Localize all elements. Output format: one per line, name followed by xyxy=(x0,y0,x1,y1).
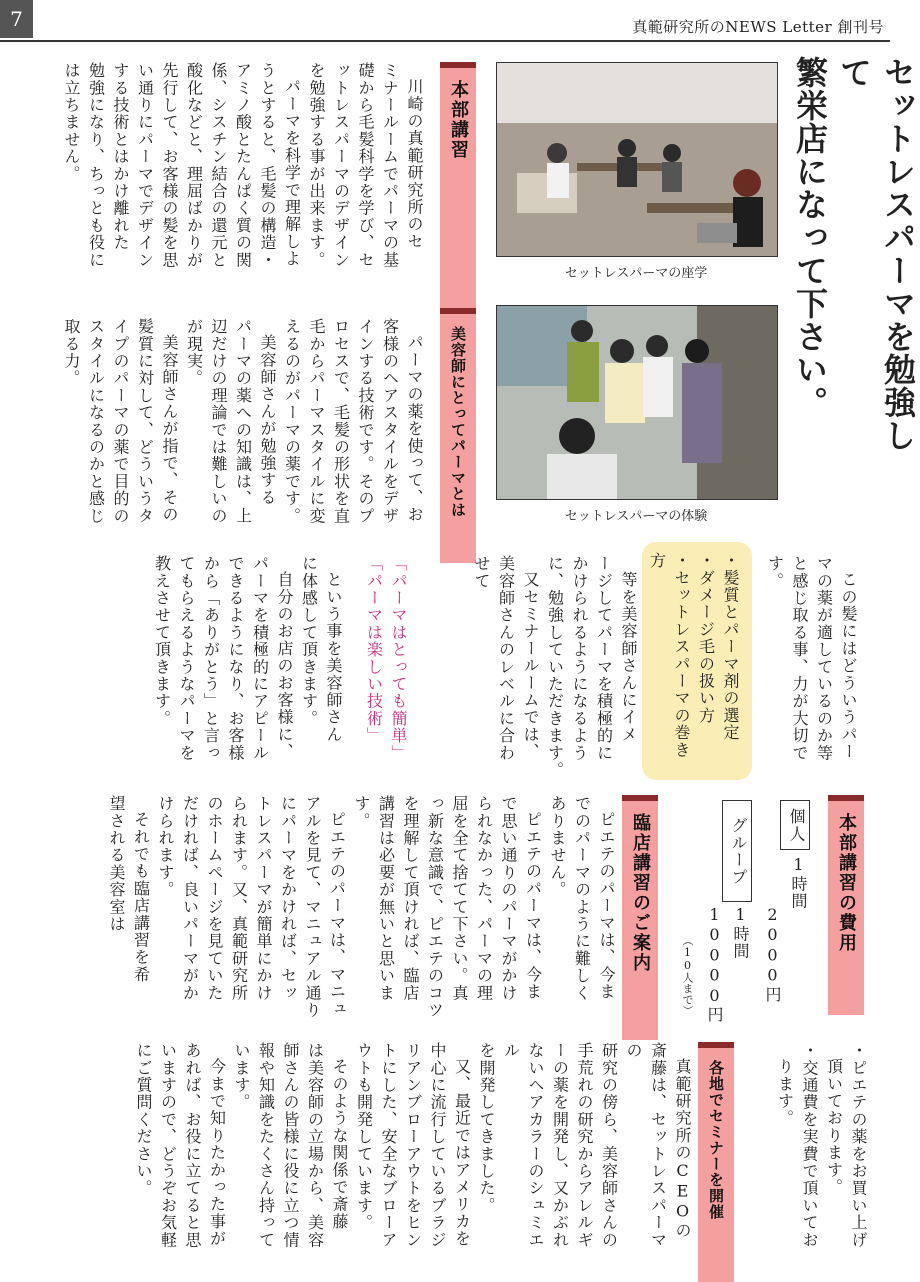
note-line: ・交通費を実費で頂いてお xyxy=(800,1042,819,1249)
bullet-item: ・セットレスパーマの巻き方 xyxy=(647,552,691,759)
rinten-line: を理解して頂ければ、臨店 xyxy=(401,795,420,1002)
left-mid-line: 教えさせて頂きます。 xyxy=(152,555,172,727)
kakuchi-line: 又、最近ではアメリカを xyxy=(452,1058,472,1248)
right-mid-line-b: 美容師さんのレベルに合わ xyxy=(496,555,516,762)
group-price: 10000円 xyxy=(705,905,724,1024)
kakuchi-line: そのような関係で斎藤 xyxy=(330,1058,349,1230)
honbu-line: 係、シスチン結合の還元と xyxy=(209,62,228,269)
classroom-photo xyxy=(496,62,778,257)
group-time: 1時間 xyxy=(731,905,750,960)
kojin-time: 1時間 xyxy=(789,855,808,910)
kakuchi-line: トにした、安全なブローア xyxy=(379,1042,398,1249)
right-mid-line-b: 等を美容師さんにイメ xyxy=(619,571,638,743)
group-note: （10人まで） xyxy=(681,935,694,1016)
right-mid-line: マの薬が適しているのか等 xyxy=(814,555,834,762)
rinten-line: それでも臨店講習を希 xyxy=(131,811,151,983)
bullet-box xyxy=(642,542,752,780)
kakuchi-line: リアンブローアウトをヒン xyxy=(403,1042,423,1249)
rinten-line: ピエテのパーマは、今ま xyxy=(523,811,543,1001)
kakuchi-line: いますので、どうぞお気軽 xyxy=(158,1042,178,1249)
bullet-item: ・ダメージ毛の扱い方 xyxy=(696,552,716,724)
honbu-line: は立ちません。 xyxy=(62,62,81,183)
right-mid-line: と感じ取る事、力が大切で xyxy=(790,555,809,762)
biyoshi-line: イプのパーマの薬で目的の xyxy=(111,318,130,525)
honbu-line: を勉強する事が出来ます。 xyxy=(307,62,326,269)
honbu-line: うとすると、毛髪の構造・ xyxy=(258,62,277,269)
headline-line-1: セットレスパーマを勉強して xyxy=(835,56,917,452)
rinten-line: られます。又、真範研究所 xyxy=(229,795,249,1002)
section-heading-hiyou: 本部講習の費用 xyxy=(828,795,864,1015)
right-mid-text-b xyxy=(440,555,640,785)
right-mid-line-b: 又セミナールームでは、 xyxy=(521,571,540,761)
honbu-line: 酸化などと、理屈ばかりが xyxy=(184,62,204,269)
section-heading-biyoshi: 美容師にとってパーマとは xyxy=(440,308,476,563)
biyoshi-line: 髪質に対して、どういうタ xyxy=(135,318,155,525)
headline-line-2: 繁栄店になって下さい。 xyxy=(791,56,829,419)
headline xyxy=(788,56,920,476)
honbu-line: 礎から毛髪科学を学び、セ xyxy=(356,62,375,269)
rinten-line: で思い通りのパーマがかけ xyxy=(499,795,518,1002)
section-heading-honbu: 本部講習 xyxy=(440,62,476,317)
rinten-line: 望される美容室は xyxy=(107,795,126,933)
biyoshi-line: パーマの薬への知識は、上 xyxy=(233,318,253,525)
left-mid-line: てもらえるようなパーマを xyxy=(177,555,196,762)
biyoshi-body xyxy=(6,318,426,553)
rinten-line: っ新な意識で、ピエテのコツ xyxy=(425,795,445,1019)
bullet-item: ・髪質とパーマ剤の選定 xyxy=(721,552,740,742)
rinten-line: アルを見て、マニュアル通り xyxy=(303,795,322,1019)
pink-quotes xyxy=(350,555,410,785)
note-line: ・ピエテの薬をお買い上げ xyxy=(849,1042,868,1249)
quote-fun: 「パーマは楽しい技術」 xyxy=(364,555,384,745)
kakuchi-line: 報や知識をたくさん持って xyxy=(256,1042,276,1249)
right-mid-line-b: ージしてパーマを積極的に xyxy=(594,555,614,762)
demo-photo-caption: セットレスパーマの体験 xyxy=(564,509,708,524)
left-mid-line: という事を美容師さん xyxy=(324,571,343,743)
rinten-line: トレスパーマが簡単にかけ xyxy=(254,795,273,1002)
rinten-line: ピエテのパーマは、今ま xyxy=(597,811,616,1001)
kakuchi-line: ないヘアカラーのシュミエル xyxy=(501,1042,545,1249)
kakuchi-line: にご質問ください。 xyxy=(134,1042,153,1197)
biyoshi-line: 美容師さんが指で、その xyxy=(160,334,179,524)
left-mid-line: に体感して頂きます。 xyxy=(299,555,319,727)
honbu-line: パーマを科学で理解しよ xyxy=(282,78,302,268)
left-mid-line: できるようになり、お客様 xyxy=(226,555,245,762)
note-line: 頂いております。 xyxy=(824,1058,844,1196)
honbu-line: アミノ酸とたんぱく質の関 xyxy=(233,62,253,269)
group-label-box: グループ xyxy=(722,800,752,902)
left-mid-line: 自分のお店のお客様に、 xyxy=(275,571,294,761)
kakuchi-line: 師さんの皆様に役に立つ情 xyxy=(281,1042,300,1249)
kakuchi-line: あれば、お役に立てると思 xyxy=(183,1042,202,1249)
kakuchi-line: ーの薬を開発し、又かぶれ xyxy=(550,1042,570,1249)
biyoshi-line: スタイルになるのかと感じ xyxy=(86,318,106,525)
biyoshi-line: 毛からパーマスタイルに変 xyxy=(307,318,326,525)
kakuchi-line: ウトも開発しています。 xyxy=(354,1042,374,1232)
kakuchi-line: は美容師の立場から、美容 xyxy=(305,1042,325,1249)
honbu-line: ットレスパーマのデザイン xyxy=(331,62,351,269)
header-rule xyxy=(0,40,890,42)
bottom-right-notes xyxy=(760,1042,870,1264)
section-heading-kakuchi: 各地でセミナーを開催 xyxy=(698,1042,734,1282)
right-mid-line-b: せて xyxy=(472,555,491,590)
demo-photo-image xyxy=(497,306,777,499)
quote-easy: 「パーマはとっても簡単」 xyxy=(389,555,408,762)
honbu-line: ミナールームでパーマの基 xyxy=(380,62,400,269)
newsletter-header: 真範研究所のNEWS Letter 創刊号 xyxy=(632,18,884,36)
kakuchi-line: います。 xyxy=(232,1042,251,1111)
biyoshi-line: インする技術です。そのプ xyxy=(356,318,375,525)
rinten-line: のホームページを見ていた xyxy=(205,795,224,1002)
note-line: ります。 xyxy=(775,1058,795,1127)
biyoshi-line: 客様のヘアスタイルをデザ xyxy=(380,318,400,525)
honbu-line: する技術とはかけ離れた xyxy=(111,62,130,252)
left-mid-line: パーマを積極的にアピール xyxy=(250,555,270,762)
rinten-line: ピエテのパーマは、マニュ xyxy=(327,811,347,1018)
rinten-line: す。 xyxy=(352,795,371,830)
biyoshi-line: パーマの薬を使って、お xyxy=(405,334,424,524)
kojin-price: 2000円 xyxy=(763,905,782,1003)
rinten-body xyxy=(6,795,618,1030)
biyoshi-line: 辺だけの理論では難しいの xyxy=(209,318,228,525)
left-mid-line: から「ありがとう」と言っ xyxy=(201,555,221,762)
left-mid-text xyxy=(90,555,345,785)
kakuchi-line: 今まで知りたかった事が xyxy=(207,1058,227,1248)
rinten-line: けられます。 xyxy=(156,795,175,899)
kakuchi-line: 斎藤は、セットレスパーマの xyxy=(624,1042,668,1249)
kakuchi-line: 手荒れの研究からアレルギ xyxy=(575,1042,594,1249)
kakuchi-line: 中心に流行しているブラジ xyxy=(428,1042,447,1249)
biyoshi-line: が現実。 xyxy=(184,318,204,387)
rinten-line: 講習は必要が無いと思いま xyxy=(376,795,396,1002)
biyoshi-line: えるのがパーマの薬です。 xyxy=(282,318,302,525)
bullet-list xyxy=(647,552,742,772)
kakuchi-line: を開発してきました。 xyxy=(477,1042,496,1214)
kojin-label-box: 個人 xyxy=(780,800,810,850)
kakuchi-line: 研究の傍ら、美容師さんの xyxy=(599,1042,619,1249)
honbu-line: い通りにパーマでデザイン xyxy=(135,62,155,269)
demo-photo xyxy=(496,305,778,500)
honbu-line: 勉強になり、ちっとも役に xyxy=(86,62,106,269)
honbu-body xyxy=(6,62,426,332)
honbu-line: 先行して、お客様の髪を思 xyxy=(160,62,179,269)
rinten-line: だければ、良いパーマがか xyxy=(180,795,200,1002)
rinten-line: られなかった、パーマの理 xyxy=(474,795,494,1002)
honbu-line: 川崎の真範研究所のセ xyxy=(405,78,424,250)
rinten-line: でのパーマのように難しく xyxy=(572,795,592,1002)
right-mid-line-b: かけられるようになるよう xyxy=(570,555,589,762)
rinten-line: 屈を全て捨てて下さい。真 xyxy=(450,795,469,1002)
section-heading-rinten: 臨店講習のご案内 xyxy=(622,795,658,1040)
classroom-photo-image xyxy=(497,63,777,256)
right-mid-text-a xyxy=(750,555,860,785)
kakuchi-body xyxy=(60,1042,694,1264)
biyoshi-line: 美容師さんが勉強する xyxy=(258,334,277,506)
biyoshi-line: ロセスで、毛髪の形状を直 xyxy=(331,318,351,525)
kakuchi-line: 真範研究所のCEOの xyxy=(673,1058,692,1239)
right-mid-line: す。 xyxy=(765,555,785,590)
rinten-line: にパーマをかければ、セッ xyxy=(278,795,298,1002)
page-number: 7 xyxy=(0,0,33,38)
rinten-line: ありません。 xyxy=(548,795,567,899)
right-mid-line-b: に、勉強していただきます。 xyxy=(545,555,565,779)
classroom-photo-caption: セットレスパーマの座学 xyxy=(564,266,708,281)
biyoshi-line: 取る力。 xyxy=(62,318,81,387)
right-mid-line: この髪にはどういうパー xyxy=(839,571,858,761)
